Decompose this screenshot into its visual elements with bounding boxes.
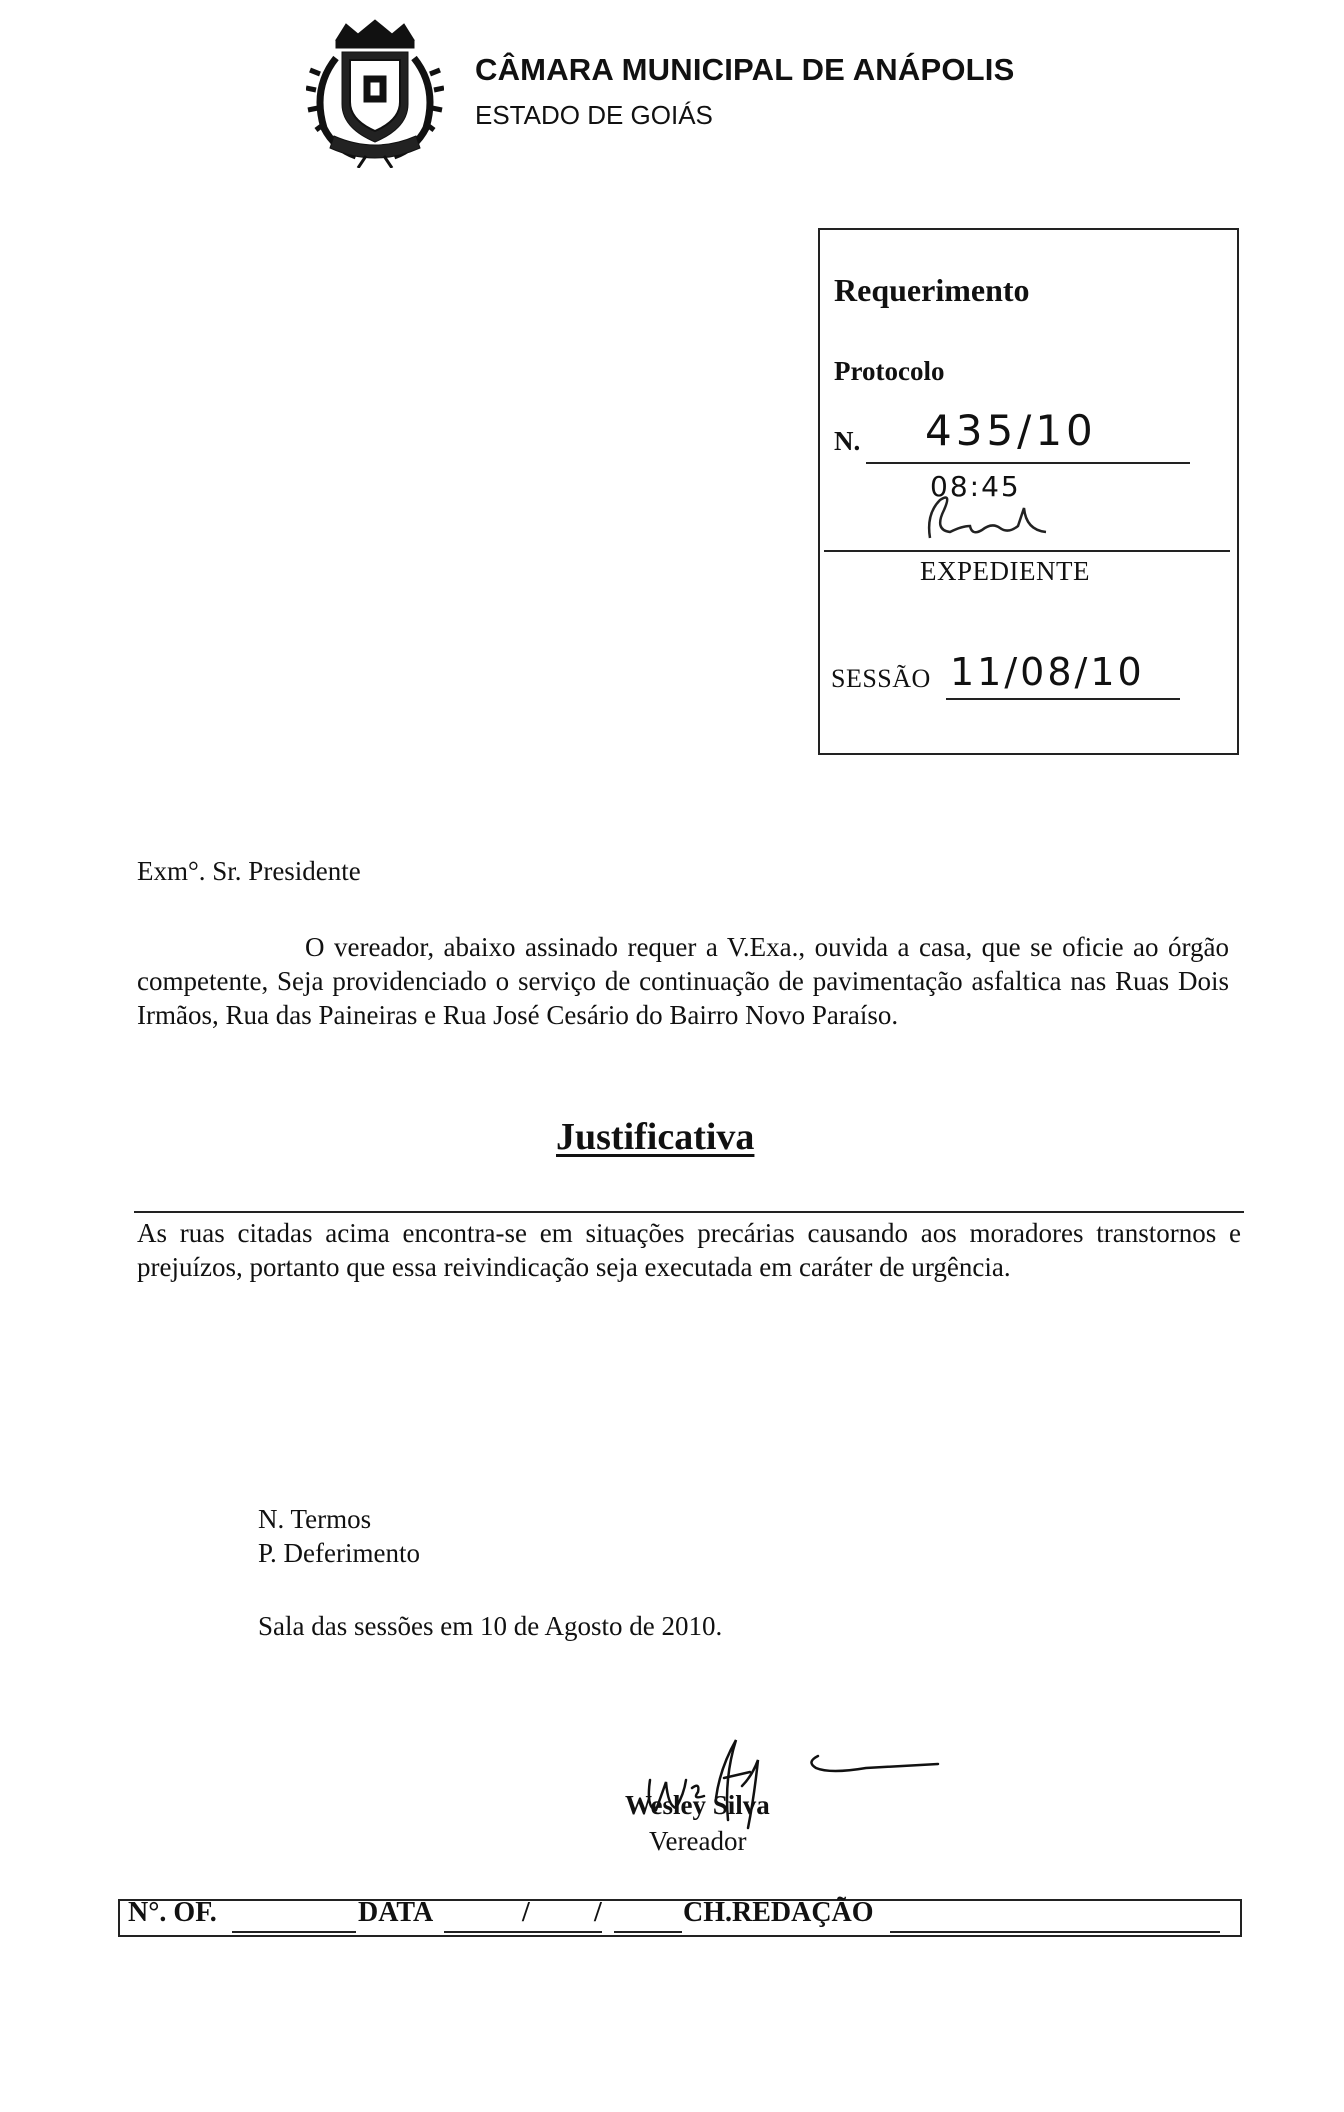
- protocol-number-handwritten: 435/10: [925, 406, 1097, 455]
- footer-of-line: [232, 1931, 356, 1933]
- request-paragraph: [137, 930, 1229, 1032]
- protocol-number-label: N.: [834, 426, 861, 456]
- footer-data-line: [444, 1931, 602, 1933]
- closing-deferimento: P. Deferimento: [258, 1538, 420, 1568]
- justificativa-rule: [134, 1211, 1244, 1213]
- sessao-date-handwritten: 11/08/10: [950, 650, 1145, 694]
- protocol-box-title: Requerimento: [834, 272, 1030, 308]
- organization-state: ESTADO DE GOIÁS: [475, 100, 713, 130]
- signer-name: Wesley Silva: [625, 1790, 770, 1820]
- footer-year-line: [614, 1931, 682, 1933]
- request-text: O vereador, abaixo assinado requer a V.Exa., ouvida a casa, que se oficie ao órgão competente, Seja providenciado o serviço de continuação de pavimentação asfaltica nas Ruas Dois Irmãos, Rua das Paineiras e Rua José Cesário do Bairro Novo Paraíso.: [137, 932, 1229, 1030]
- footer-data-label: DATA: [358, 1897, 434, 1928]
- sessao-date-line: [946, 698, 1180, 700]
- organization-name: CÂMARA MUNICIPAL DE ANÁPOLIS: [475, 52, 1015, 87]
- justificativa-heading: Justificativa: [556, 1116, 755, 1158]
- signer-role: Vereador: [649, 1826, 747, 1856]
- justificativa-paragraph: As ruas citadas acima encontra-se em situações precárias causando aos moradores transtornos e prejuízos, portanto que essa reivindicação seja executada em caráter de urgência.: [137, 1218, 1241, 1282]
- expediente-line: [824, 550, 1230, 552]
- footer-redacao-line: [890, 1931, 1220, 1933]
- place-and-date: Sala das sessões em 10 de Agosto de 2010.: [258, 1611, 723, 1641]
- footer-date-slash-2: /: [594, 1897, 602, 1928]
- protocol-number-line: [866, 462, 1190, 464]
- protocolo-label: Protocolo: [834, 356, 945, 386]
- protocol-time-handwritten: 08:45: [930, 470, 1021, 503]
- closing-block: [258, 1502, 420, 1570]
- protocol-initials-signature: [900, 486, 1050, 552]
- footer-of-label: N°. OF.: [128, 1897, 217, 1928]
- greeting: Exm°. Sr. Presidente: [137, 856, 361, 886]
- expediente-label: EXPEDIENTE: [920, 556, 1090, 586]
- footer-date-slash-1: /: [522, 1897, 530, 1928]
- closing-termos: N. Termos: [258, 1504, 372, 1534]
- footer-redacao-label: CH.REDAÇÃO: [683, 1897, 874, 1928]
- coat-of-arms-logo: [306, 18, 444, 168]
- sessao-label: SESSÃO: [831, 664, 931, 693]
